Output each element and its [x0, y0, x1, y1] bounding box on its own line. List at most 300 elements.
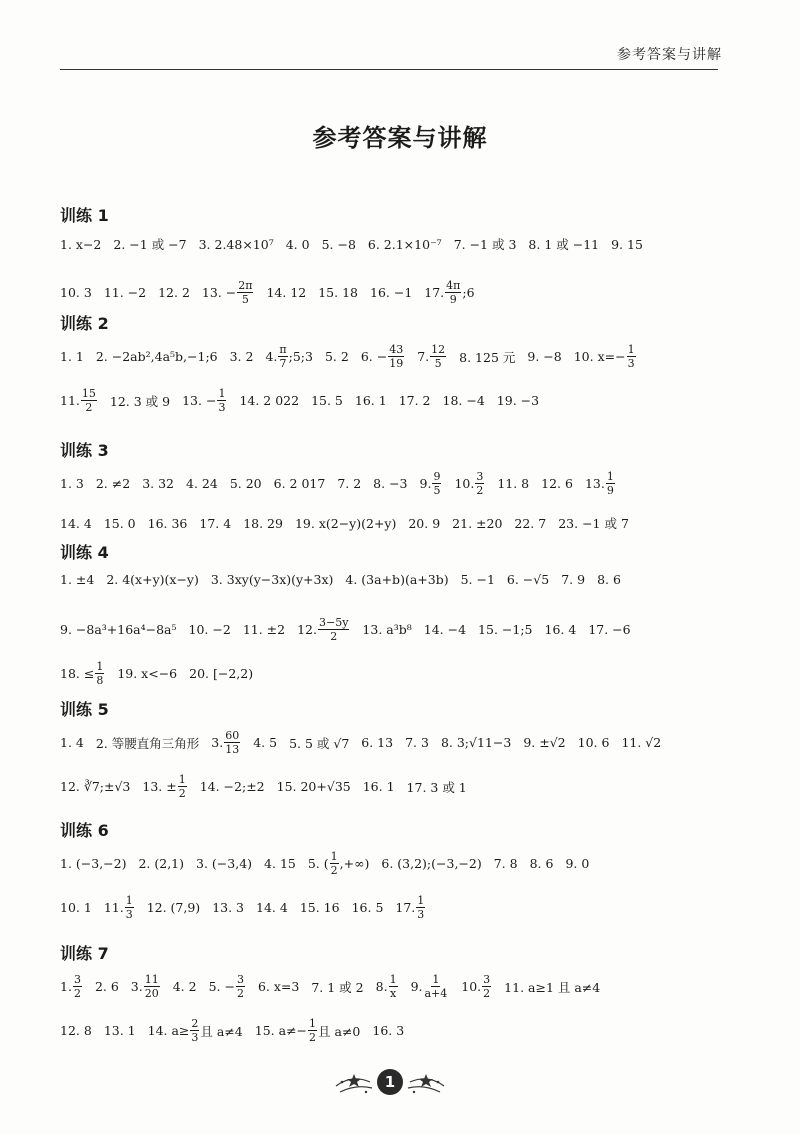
answer-section — [60, 311, 750, 414]
answer-text: 7. 1 或 2 — [311, 979, 364, 995]
answer-item — [528, 235, 599, 253]
answer-text: 17. 3 或 1 — [406, 779, 467, 795]
answer-item — [454, 470, 485, 497]
answer-text: 3. 2.48×10⁷ — [198, 236, 274, 252]
fraction — [125, 894, 134, 921]
fraction-numerator: 3 — [476, 470, 484, 483]
answer-item — [395, 894, 426, 921]
answer-item — [588, 622, 630, 637]
answer-text: 5. 5 或 √7 — [289, 735, 350, 751]
answer-text: 1. ±4 — [60, 572, 95, 587]
answer-item — [399, 393, 431, 408]
answer-text: 15. 5 — [311, 393, 343, 408]
answer-text: 19. −3 — [496, 393, 540, 408]
answer-item — [295, 516, 396, 531]
running-header: 参考答案与讲解 — [617, 47, 722, 63]
answer-text: 5. 20 — [229, 476, 262, 491]
fraction-numerator: 1 — [432, 973, 440, 986]
fraction — [432, 470, 441, 497]
fraction-numerator: 3 — [483, 973, 491, 986]
fraction-denominator: 2 — [236, 987, 244, 1000]
answer-text: 9. −8a³+16a⁴−8a⁵ — [60, 622, 177, 637]
fraction-numerator: 1 — [389, 973, 397, 986]
answer-item — [60, 779, 130, 794]
answer-item — [95, 979, 119, 994]
answer-text: 2. 4(x+y)(x−y) — [106, 572, 199, 587]
answer-item — [196, 856, 252, 871]
answer-text: 8. 1 或 −11 — [528, 237, 600, 252]
answer-item — [60, 622, 177, 637]
answer-text: 12. 3 或 9 — [109, 393, 171, 409]
fraction — [482, 973, 491, 1000]
answer-item — [202, 279, 255, 306]
answer-item — [621, 735, 661, 750]
answer-text: 10. 1 — [60, 900, 92, 915]
fraction — [236, 973, 245, 1000]
answer-line — [60, 470, 616, 497]
fraction-denominator: 2 — [309, 1031, 317, 1044]
answer-text: 12. 8 — [60, 1023, 92, 1038]
answer-text: 2. −1 或 −7 — [113, 237, 187, 252]
answer-text: 8. 6 — [597, 572, 621, 587]
answer-line — [60, 235, 643, 253]
answer-item — [381, 856, 481, 871]
answer-section — [60, 697, 750, 800]
answer-text: 6. 2.1×10⁻⁷ — [367, 236, 442, 252]
answer-text: 20. 9 — [408, 515, 441, 531]
fraction-denominator: 2 — [483, 987, 491, 1000]
answer-line — [60, 850, 589, 877]
answer-item — [504, 978, 600, 996]
fraction-denominator: 2 — [178, 787, 186, 800]
answer-item — [255, 1017, 361, 1044]
answer-item — [325, 349, 349, 364]
answer-text: 15. 18 — [318, 285, 358, 300]
answer-text: 12. 2 — [158, 285, 190, 300]
answer-item — [230, 349, 254, 364]
fraction-denominator: 9 — [449, 293, 457, 306]
answer-item — [459, 348, 515, 366]
answer-text: 13. − — [182, 393, 217, 408]
answer-text: 10. −2 — [188, 622, 231, 637]
answer-text: 11. — [103, 900, 124, 915]
answer-text: 14. 12 — [266, 285, 307, 300]
fraction — [430, 343, 446, 370]
fraction-numerator: 15 — [81, 387, 96, 400]
answer-line — [60, 729, 661, 756]
answer-text: 14. 4 — [60, 515, 92, 531]
answer-item — [189, 666, 253, 681]
answer-line — [60, 894, 426, 921]
answer-line — [60, 973, 600, 1000]
answer-text: 21. ±20 — [452, 515, 503, 531]
answer-item — [243, 622, 285, 637]
fraction-numerator: 3−5y — [318, 616, 349, 629]
answer-item — [461, 572, 495, 587]
answer-text: 16. 4 — [544, 622, 577, 637]
answer-text: 2. 等腰直角三角形 — [95, 735, 200, 751]
answer-item — [104, 894, 135, 921]
fraction — [424, 973, 449, 1000]
answer-text: 6. − — [360, 349, 388, 364]
answer-item — [211, 729, 241, 756]
fraction-denominator: 2 — [330, 630, 338, 643]
answer-item — [60, 735, 84, 750]
fraction-numerator: 43 — [389, 343, 404, 356]
fraction-numerator: 60 — [225, 729, 240, 742]
answer-item — [113, 235, 186, 253]
answer-line — [60, 773, 467, 800]
answer-text: 7. 2 — [337, 476, 362, 491]
answer-item — [311, 393, 343, 408]
answer-text: 2. ≠2 — [95, 476, 131, 491]
answer-item — [256, 900, 288, 915]
answer-text: 19. x(2−y)(2+y) — [294, 515, 397, 531]
answer-item — [363, 779, 395, 794]
answer-item — [514, 516, 546, 531]
answer-text: 7. −1 或 3 — [453, 237, 517, 252]
answer-item — [530, 856, 554, 871]
answer-text: 5. −1 — [460, 572, 495, 587]
answer-item — [497, 393, 539, 408]
answer-text: 6. 2 017 — [273, 476, 326, 491]
answer-item — [441, 735, 511, 750]
answer-text: 15. a≠− — [254, 1023, 308, 1038]
fraction-numerator: 2 — [191, 1017, 199, 1030]
answer-item — [138, 856, 184, 871]
answer-item — [452, 516, 502, 531]
fraction — [278, 343, 287, 370]
answer-suffix: ;6 — [462, 285, 475, 300]
answer-item — [211, 572, 334, 587]
answer-item — [574, 343, 637, 370]
answer-item — [243, 516, 283, 531]
answer-item — [597, 572, 621, 587]
answer-item — [266, 285, 306, 300]
fraction-denominator: 5 — [241, 293, 249, 306]
answer-suffix: ,+∞) — [339, 856, 370, 871]
answer-item — [60, 660, 105, 687]
answer-text: 8. 125 元 — [459, 349, 516, 365]
answer-text: 10. — [461, 979, 482, 994]
answer-item — [286, 237, 310, 252]
answer-text: 18. ≤ — [60, 666, 95, 681]
answer-item — [527, 349, 561, 364]
answer-text: 8. — [375, 979, 388, 994]
answer-text: 8. 6 — [529, 856, 554, 871]
answer-item — [173, 979, 197, 994]
fraction-denominator: 3 — [125, 908, 133, 921]
fraction — [416, 894, 425, 921]
fraction-denominator: 3 — [627, 357, 635, 370]
answer-text: 1. 4 — [60, 735, 84, 750]
answer-item — [561, 572, 585, 587]
answer-item — [148, 1017, 243, 1044]
answer-text: 7. — [417, 349, 430, 364]
answer-line — [60, 343, 637, 370]
fraction — [73, 973, 82, 1000]
answer-item — [523, 735, 565, 750]
fraction — [388, 343, 404, 370]
answer-item — [253, 735, 277, 750]
answer-text: 17. 4 — [199, 515, 232, 531]
answer-text: 5. − — [208, 979, 235, 994]
fraction-denominator: 20 — [144, 987, 159, 1000]
answer-text: 3. 32 — [142, 476, 174, 491]
answer-line — [60, 1017, 404, 1044]
answer-item — [96, 349, 218, 364]
answer-line — [60, 572, 621, 587]
answer-item — [443, 393, 485, 408]
answer-text: 6. 13 — [361, 735, 394, 750]
answer-line — [60, 514, 629, 532]
answer-text: 20. [−2,2) — [189, 666, 254, 681]
answer-text: 1. 3 — [60, 476, 84, 491]
answer-text: 14. −2;±2 — [199, 779, 265, 794]
answer-text: 9. 0 — [565, 856, 590, 871]
answer-item — [104, 1023, 136, 1038]
fraction — [445, 279, 461, 306]
fraction-denominator: 2 — [85, 401, 93, 414]
fraction-numerator: 1 — [96, 660, 104, 673]
answer-item — [96, 476, 130, 491]
answer-text: 9. — [419, 476, 432, 491]
fraction-numerator: 1 — [417, 894, 425, 907]
answer-item — [352, 900, 384, 915]
answer-item — [96, 734, 199, 752]
answer-text: 6. (3,2);(−3,−2) — [381, 856, 482, 871]
answer-text: 4. — [265, 349, 278, 364]
fraction-numerator: 1 — [309, 1017, 317, 1030]
fraction — [330, 850, 339, 877]
header-rule — [60, 69, 718, 70]
answer-item — [611, 237, 643, 252]
answer-item — [494, 856, 518, 871]
answer-item — [265, 343, 313, 370]
answer-text: 10. 6 — [577, 735, 610, 750]
answer-item — [289, 734, 349, 752]
answer-item — [142, 476, 174, 491]
fraction-numerator: 9 — [433, 470, 441, 483]
answer-text: 15. −1;5 — [478, 622, 533, 637]
answer-item — [497, 476, 529, 491]
fraction-numerator: 1 — [178, 773, 186, 786]
answer-item — [60, 516, 92, 531]
answer-text: 11. — [60, 393, 80, 408]
answer-text: 10. x=− — [573, 349, 626, 364]
answer-text: 14. 4 — [256, 900, 288, 915]
answer-text: 19. x<−6 — [117, 666, 178, 681]
answer-text: 22. 7 — [514, 515, 547, 531]
fraction-numerator: 12 — [431, 343, 446, 356]
answer-text: 9. −8 — [527, 349, 562, 364]
answer-text: 13. 3 — [212, 900, 245, 915]
page-number: 1 — [377, 1069, 403, 1095]
answer-text: 1. — [60, 979, 72, 994]
answer-section — [60, 540, 750, 687]
fraction — [95, 660, 104, 687]
page-footer — [330, 1064, 450, 1100]
answer-item — [148, 516, 188, 531]
answer-text: 15. 20+√35 — [276, 779, 351, 794]
answer-text: 5. 2 — [324, 349, 349, 364]
answer-item — [60, 1023, 92, 1038]
answer-text: 11. √2 — [621, 735, 662, 750]
fraction-denominator: 9 — [606, 484, 614, 497]
section-title: 训练 6 — [60, 821, 109, 840]
answer-item — [199, 516, 231, 531]
answer-text: 6. −√5 — [506, 572, 550, 587]
answer-item — [60, 387, 98, 414]
answer-suffix: 且 a≠0 — [318, 1023, 361, 1039]
answer-item — [308, 850, 370, 877]
fraction — [224, 729, 240, 756]
answer-item — [355, 393, 387, 408]
answer-item — [362, 622, 411, 637]
answer-item — [405, 735, 429, 750]
answer-item — [200, 779, 265, 794]
answer-suffix: ;5;3 — [288, 349, 313, 364]
fraction-denominator: 13 — [225, 743, 240, 756]
fraction-denominator: 3 — [417, 908, 425, 921]
answer-text: 1. (−3,−2) — [60, 856, 127, 871]
answer-item — [110, 392, 170, 410]
answer-text: 4. 2 — [172, 979, 197, 994]
answer-text: 7. 9 — [561, 572, 586, 587]
fraction — [144, 973, 160, 1000]
fraction-denominator: 19 — [389, 357, 404, 370]
fraction-numerator: 1 — [125, 894, 133, 907]
answer-text: 7. 3 — [405, 735, 429, 750]
answer-suffix: 且 a≠4 — [200, 1023, 243, 1039]
fraction-denominator: x — [389, 987, 397, 1000]
answer-section — [60, 818, 750, 921]
fraction-denominator: a+4 — [424, 987, 448, 1000]
fraction-numerator: 11 — [144, 973, 159, 986]
answer-text: 23. −1 或 7 — [558, 516, 629, 531]
fraction-numerator: π — [279, 343, 287, 356]
answer-text: 12. — [297, 622, 317, 637]
page-title: 参考答案与讲解 — [312, 124, 488, 152]
answer-item — [461, 973, 492, 1000]
answer-item — [558, 514, 629, 532]
answer-text: 3. 2 — [229, 349, 254, 364]
fraction — [318, 616, 349, 643]
fraction — [217, 387, 226, 414]
answer-item — [264, 856, 296, 871]
answer-item — [578, 735, 610, 750]
answer-text: 16. 3 — [372, 1023, 405, 1038]
answer-text: 14. −4 — [423, 622, 467, 637]
fraction-denominator: 7 — [279, 357, 287, 370]
answer-text: 10. — [454, 476, 475, 491]
answer-text: 11. ±2 — [242, 622, 286, 637]
fraction-denominator: 2 — [73, 987, 81, 1000]
section-title: 训练 3 — [60, 441, 109, 460]
answer-text: 4. (3a+b)(a+3b) — [345, 572, 449, 587]
answer-text: 10. 3 — [60, 285, 92, 300]
answer-item — [478, 622, 532, 637]
answer-item — [417, 343, 447, 370]
answer-text: 9. 15 — [611, 236, 643, 252]
answer-item — [60, 237, 101, 252]
answer-item — [541, 476, 573, 491]
answer-item — [424, 279, 474, 306]
answer-text: 16. 1 — [354, 393, 387, 408]
answer-text: 3. (−3,4) — [196, 856, 253, 871]
answer-item — [60, 572, 94, 587]
fraction — [627, 343, 636, 370]
answer-item — [104, 285, 146, 300]
answer-text: 14. a≥ — [147, 1023, 190, 1038]
answer-item — [420, 470, 443, 497]
answer-item — [117, 666, 177, 681]
answer-item — [60, 476, 84, 491]
fraction-denominator: 3 — [191, 1031, 199, 1044]
fraction — [606, 470, 615, 497]
answer-text: 4. 24 — [186, 476, 218, 491]
answer-text: 16. 36 — [147, 515, 188, 531]
fraction-numerator: 3 — [73, 973, 81, 986]
answer-item — [297, 616, 350, 643]
answer-text: 3. 3xy(y−3x)(y+3x) — [210, 572, 334, 587]
answer-text: 12. ∛7;±√3 — [60, 779, 131, 794]
answer-item — [345, 572, 448, 587]
answer-text: 16. 1 — [362, 779, 395, 794]
answer-item — [361, 735, 393, 750]
answer-item — [411, 973, 450, 1000]
answer-item — [60, 856, 126, 871]
answer-text: 13. 1 — [103, 1023, 136, 1038]
answer-line — [60, 387, 539, 414]
answer-item — [277, 779, 351, 794]
section-title: 训练 5 — [60, 700, 109, 719]
answer-text: 7. 8 — [493, 856, 518, 871]
answer-line — [60, 660, 253, 687]
answer-item — [274, 476, 326, 491]
answer-item — [60, 900, 92, 915]
fraction-numerator: 3 — [236, 973, 244, 986]
answer-text: 9. — [410, 979, 423, 994]
fraction-denominator: 3 — [218, 401, 226, 414]
answer-item — [585, 470, 616, 497]
answer-text: 15. 0 — [103, 515, 136, 531]
answer-text: 6. x=3 — [257, 979, 300, 994]
answer-item — [230, 476, 262, 491]
section-title: 训练 7 — [60, 944, 109, 963]
answer-item — [408, 516, 440, 531]
answer-text: 1. 1 — [60, 349, 84, 364]
fraction — [308, 1017, 317, 1044]
answer-item — [239, 393, 299, 408]
fraction-denominator: 5 — [434, 357, 442, 370]
answer-item — [368, 237, 442, 252]
answer-text: 16. 5 — [351, 900, 384, 915]
answer-line — [60, 616, 631, 643]
answer-item — [106, 572, 199, 587]
answer-text: 13. a³b⁸ — [362, 622, 412, 637]
answer-text: 11. −2 — [103, 285, 147, 300]
answer-text: 11. a≥1 且 a≠4 — [504, 979, 601, 995]
answer-section — [60, 438, 750, 531]
fraction-numerator: 1 — [606, 470, 614, 483]
fraction — [237, 279, 253, 306]
answer-item — [212, 900, 244, 915]
answer-text: 17. — [395, 900, 416, 915]
answer-item — [142, 773, 187, 800]
answer-section — [60, 941, 750, 1044]
answer-text: 16. −1 — [370, 285, 413, 300]
